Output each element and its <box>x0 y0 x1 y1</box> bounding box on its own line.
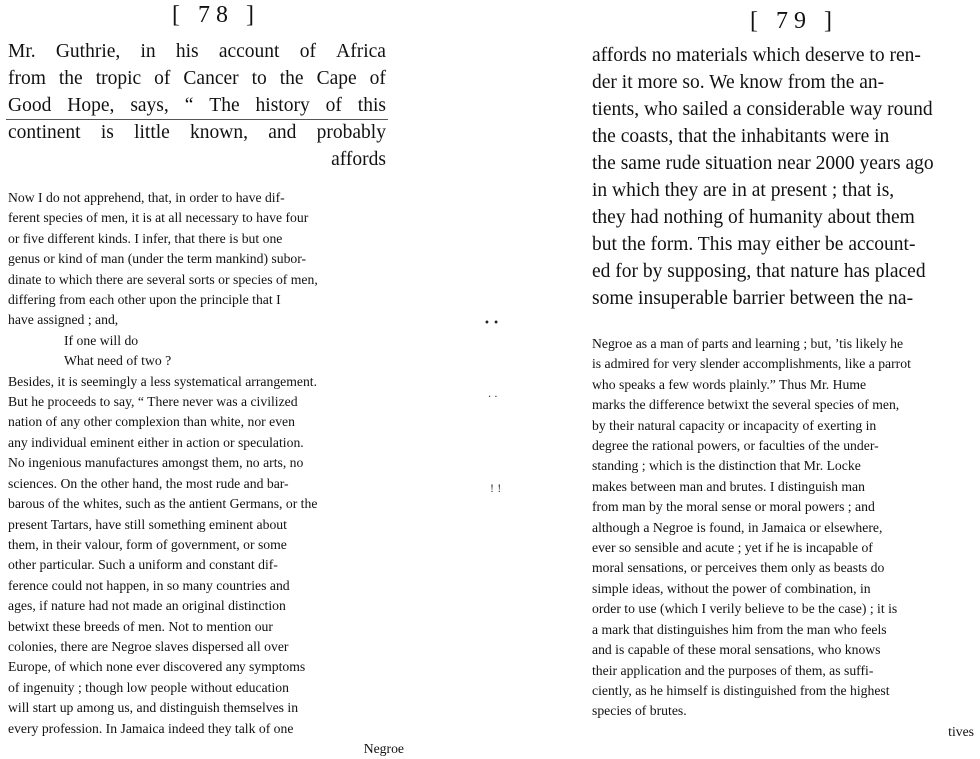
text-line: Negroe as a man of parts and learning ; but, ’tis likely he <box>592 336 904 351</box>
text-line: in which they are in at present ; that is, <box>592 180 895 201</box>
text-line: by their natural capacity or incapacity of exerting in <box>592 417 877 433</box>
catchword: affords <box>331 149 386 170</box>
gutter-mark: ! ! <box>490 484 502 495</box>
text-line: tients, who sailed a considerable way round <box>592 99 933 120</box>
text-line: or five different kinds. I infer, that there is but one <box>8 230 283 246</box>
text-line: present Tartars, have still something eminent about <box>8 516 287 532</box>
page-number-right: [ 79 ] <box>750 8 838 34</box>
text-line: any individual eminent either in action or speculation. <box>8 434 304 450</box>
text-line: nation of any other complexion than white, nor even <box>8 414 295 430</box>
gutter-mark: · · <box>488 392 498 403</box>
text-line: order to use (which I verily believe to be the case) ; it is <box>592 601 898 617</box>
text-line: from man by the moral sense or moral powers ; and <box>592 499 875 515</box>
text-line: ference could not happen, in so many countries and <box>8 577 290 593</box>
catchword: Negroe <box>363 740 404 756</box>
text-line: degree the rational powers, or faculties of the under- <box>592 438 879 454</box>
text-line: marks the difference betwixt the several species of men, <box>592 397 900 413</box>
right-body-text <box>592 334 974 742</box>
text-line: some insuperable barrier between the na- <box>592 288 914 309</box>
text-line: standing ; which is the distinction that Mr. Locke <box>592 458 861 474</box>
text-line: although a Negroe is found, in Jamaica or elsewhere, <box>592 519 883 535</box>
text-line: Now I do not apprehend, that, in order to have dif- <box>8 190 285 205</box>
text-line: their application and the purposes of them, as suffi- <box>592 662 874 678</box>
text-line: affords no materials which deserve to ren- <box>592 45 921 66</box>
text-line: Besides, it is seemingly a less systematical arrangement. <box>8 373 318 389</box>
text-line: ever so sensible and acute ; yet if he is incapable of <box>592 540 873 556</box>
text-line: Europe, of which none ever discovered any symptoms <box>8 659 306 675</box>
text-line: colonies, there are Negroe slaves dispersed all over <box>8 638 289 654</box>
gutter-mark: • • <box>484 318 499 329</box>
divider <box>6 119 388 120</box>
text-line: Good Hope, says, “ The history of this <box>8 95 386 116</box>
text-line: and is capable of these moral sensations, who knows <box>592 642 881 658</box>
text-line: have assigned ; and, <box>8 312 119 328</box>
text-line: other particular. Such a uniform and constant dif- <box>8 557 278 573</box>
text-line: they had nothing of humanity about them <box>592 207 915 228</box>
text-line: continent is little known, and probably <box>8 122 386 143</box>
text-line: them, in their valour, form of government, or some <box>8 536 287 552</box>
text-line: differing from each other upon the principle that I <box>8 292 281 308</box>
text-line: ferent species of men, it is at all necessary to have four <box>8 210 309 226</box>
text-line: species of brutes. <box>592 703 687 719</box>
text-line: is admired for very slender accomplishments, like a parrot <box>592 356 911 372</box>
text-line: sciences. On the other hand, the most rude and bar- <box>8 475 289 491</box>
left-body-text <box>8 188 404 759</box>
text-line: ages, if nature had not made an original distinction <box>8 598 286 614</box>
text-line: moral sensations, or perceives them only as beasts do <box>592 560 885 576</box>
text-line: dinate to which there are several sorts or species of men, <box>8 271 318 287</box>
text-line: Mr. Guthrie, in his account of Africa <box>8 41 386 62</box>
verse-line: What need of two ? <box>64 353 172 369</box>
text-line: the coasts, that the inhabitants were in <box>592 126 890 147</box>
text-line: of ingenuity ; though low people without education <box>8 679 289 695</box>
page-number-left: [ 78 ] <box>172 2 260 28</box>
text-line: the same rude situation near 2000 years ago <box>592 153 934 174</box>
text-line: every profession. In Jamaica indeed they talk of one <box>8 720 294 736</box>
text-line: barous of the whites, such as the antient Germans, or the <box>8 496 318 512</box>
text-line: No ingenious manufactures amongst them, no arts, no <box>8 455 304 471</box>
text-line: who speaks a few words plainly.” Thus Mr. Hume <box>592 376 867 392</box>
text-line: makes between man and brutes. I distinguish man <box>592 478 865 494</box>
text-line: ed for by supposing, that nature has placed <box>592 261 926 282</box>
text-line: from the tropic of Cancer to the Cape of <box>8 68 386 89</box>
text-line: ciently, as he himself is distinguished from the highest <box>592 682 890 698</box>
left-top-text <box>8 38 386 173</box>
text-line: will start up among us, and distinguish themselves in <box>8 700 299 716</box>
catchword: tives <box>948 723 974 739</box>
text-line: But he proceeds to say, “ There never was a civilized <box>8 394 298 410</box>
text-line: genus or kind of man (under the term mankind) subor- <box>8 251 307 267</box>
text-line: a mark that distinguishes him from the man who feels <box>592 621 887 637</box>
right-top-text <box>592 42 968 312</box>
text-line: betwixt these breeds of men. Not to mention our <box>8 618 273 634</box>
text-line: simple ideas, without the power of combination, in <box>592 580 871 596</box>
verse-line: If one will do <box>64 332 139 348</box>
text-line: der it more so. We know from the an- <box>592 72 885 93</box>
text-line: but the form. This may either be account- <box>592 234 916 255</box>
